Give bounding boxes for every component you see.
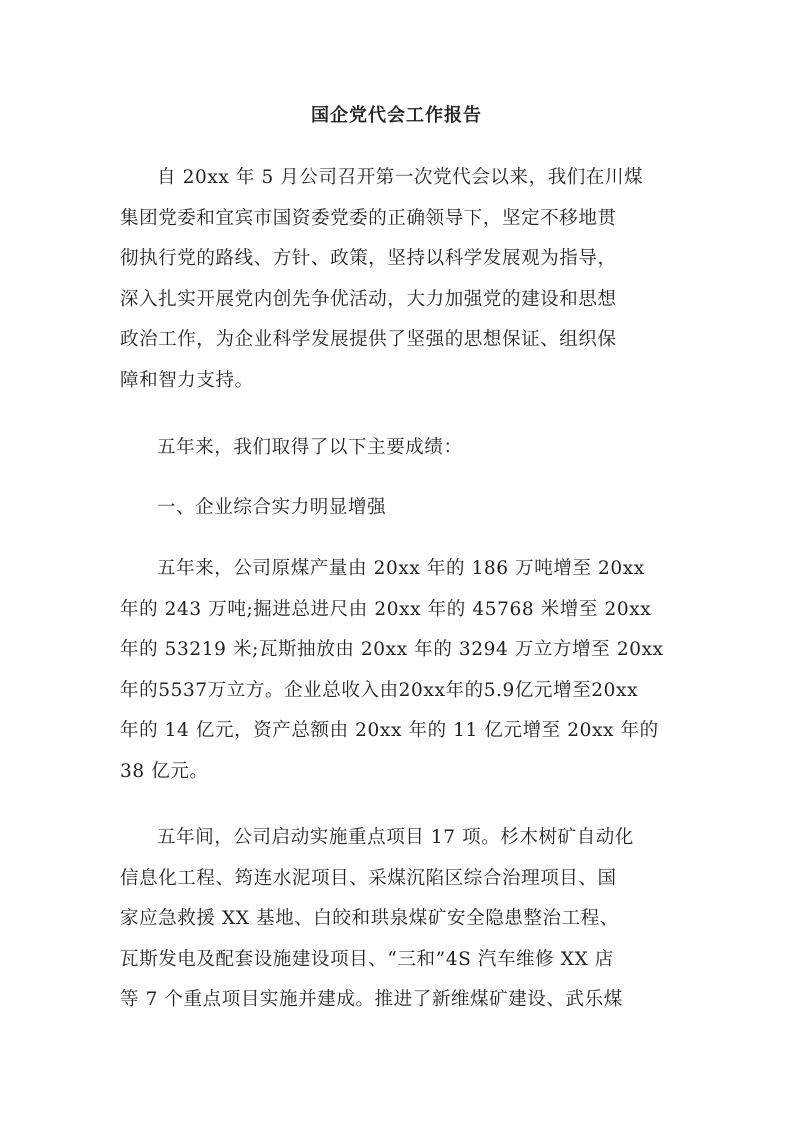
paragraph-achievements-lead bbox=[120, 428, 680, 469]
paragraph-line: 五年来，公司原煤产量由 20xx 年的 186 万吨增至 20xx bbox=[157, 558, 645, 579]
paragraph-key-projects bbox=[120, 818, 680, 1021]
paragraph-line: 障和智力支持。 bbox=[120, 369, 254, 391]
paragraph-line: 等 7 个重点项目实施并建成。推进了新维煤矿建设、武乐煤 bbox=[120, 989, 623, 1010]
paragraph-line: 政治工作，为企业科学发展提供了坚强的思想保证、组织保 bbox=[120, 329, 617, 350]
paragraph-line: 年的 14 亿元，资产总额由 20xx 年的 11 亿元增至 20xx 年的 bbox=[120, 720, 659, 741]
paragraph-line: 集团党委和宜宾市国资委党委的正确领导下，坚定不移地贯 bbox=[120, 207, 617, 229]
paragraph-line: 五年间，公司启动实施重点项目 17 项。杉木树矿自动化 bbox=[157, 827, 635, 848]
paragraph-output-growth bbox=[120, 549, 680, 792]
paragraph-line: 彻执行党的路线、方针、政策，坚持以科学发展观为指导， bbox=[120, 248, 617, 269]
paragraph-intro bbox=[120, 158, 680, 401]
paragraph-line: 38 亿元。 bbox=[120, 760, 209, 782]
paragraph-line: 信息化工程、筠连水泥项目、采煤沉陷区综合治理项目、国 bbox=[120, 867, 617, 889]
paragraph-line: 家应急救援 XX 基地、白皎和珙泉煤矿安全隐患整治工程、 bbox=[120, 908, 619, 929]
paragraph-line: 瓦斯发电及配套设施建设项目、“三和”4S 汽车维修 XX 店 bbox=[120, 948, 614, 970]
paragraph-line: 年的5537万立方。企业总收入由20xx年的5.9亿元增至20xx bbox=[120, 679, 639, 701]
paragraph-line: 年的 53219 米;瓦斯抽放由 20xx 年的 3294 万立方增至 20xx bbox=[120, 639, 664, 660]
section-heading bbox=[120, 488, 680, 529]
paragraph-line: 五年来，我们取得了以下主要成绩： bbox=[157, 437, 463, 458]
document-title: 国企党代会工作报告 bbox=[311, 105, 482, 126]
paragraph-line: 自 20xx 年 5 月公司召开第一次党代会以来，我们在川煤 bbox=[157, 167, 644, 188]
paragraph-line: 深入扎实开展党内创先争优活动，大力加强党的建设和思想 bbox=[120, 288, 617, 310]
paragraph-line: 一、企业综合实力明显增强 bbox=[157, 497, 387, 518]
paragraph-line: 年的 243 万吨;掘进总进尺由 20xx 年的 45768 米增至 20xx bbox=[120, 598, 652, 620]
